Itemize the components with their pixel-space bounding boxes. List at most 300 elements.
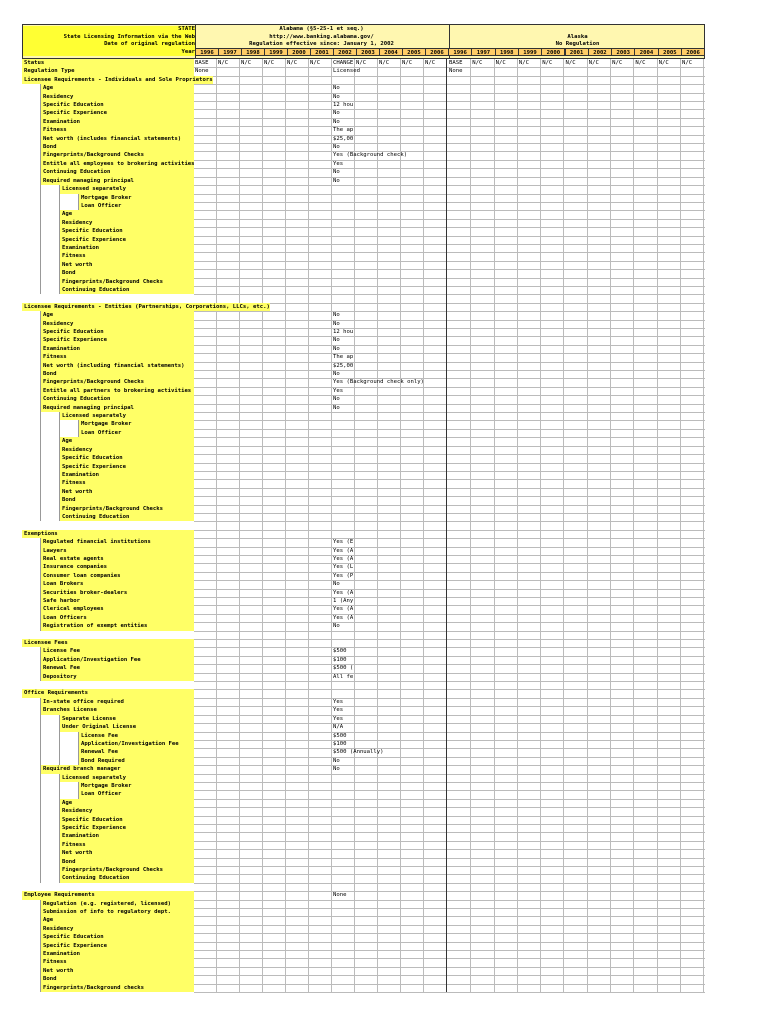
alabama-cell[interactable]: [286, 681, 309, 689]
alabama-cell[interactable]: [401, 437, 424, 445]
alabama-cell[interactable]: [424, 210, 447, 218]
alabama-cell[interactable]: [332, 967, 355, 975]
alabama-cell[interactable]: [355, 925, 378, 933]
alaska-cell[interactable]: [588, 757, 611, 765]
alaska-cell[interactable]: [541, 563, 564, 571]
alaska-cell[interactable]: [588, 656, 611, 664]
alaska-cell[interactable]: [588, 143, 611, 151]
alabama-cell[interactable]: [263, 698, 286, 706]
alabama-cell[interactable]: N/C: [355, 59, 378, 67]
alaska-cell[interactable]: [658, 689, 681, 697]
alaska-cell[interactable]: [588, 824, 611, 832]
alaska-cell[interactable]: [681, 261, 704, 269]
alabama-cell[interactable]: [378, 168, 401, 176]
alabama-cell[interactable]: [378, 790, 401, 798]
alaska-cell[interactable]: [565, 555, 588, 563]
alabama-cell[interactable]: [217, 76, 240, 84]
alabama-cell[interactable]: [217, 244, 240, 252]
alaska-cell[interactable]: [518, 538, 541, 546]
alabama-cell[interactable]: [309, 420, 332, 428]
alaska-cell[interactable]: [611, 858, 634, 866]
alabama-cell[interactable]: [378, 194, 401, 202]
alaska-cell[interactable]: [448, 202, 471, 210]
alaska-cell[interactable]: [634, 93, 657, 101]
alaska-cell[interactable]: [448, 143, 471, 151]
alaska-cell[interactable]: [658, 942, 681, 950]
alaska-cell[interactable]: [495, 513, 518, 521]
alaska-cell[interactable]: [658, 412, 681, 420]
alaska-cell[interactable]: [634, 135, 657, 143]
alabama-cell[interactable]: [401, 841, 424, 849]
alaska-cell[interactable]: [611, 866, 634, 874]
alaska-cell[interactable]: [634, 858, 657, 866]
alaska-cell[interactable]: [658, 530, 681, 538]
alaska-cell[interactable]: [588, 177, 611, 185]
alabama-cell[interactable]: [263, 757, 286, 765]
alaska-cell[interactable]: [471, 647, 494, 655]
alabama-cell[interactable]: [378, 664, 401, 672]
alaska-cell[interactable]: [588, 252, 611, 260]
alabama-cell[interactable]: [355, 900, 378, 908]
alaska-cell[interactable]: [611, 303, 634, 311]
alaska-cell[interactable]: [681, 488, 704, 496]
alabama-cell[interactable]: [424, 261, 447, 269]
alabama-cell[interactable]: [263, 715, 286, 723]
alabama-cell[interactable]: [309, 589, 332, 597]
alabama-cell[interactable]: [194, 378, 217, 386]
alaska-cell[interactable]: [658, 765, 681, 773]
alabama-cell[interactable]: [309, 950, 332, 958]
alabama-cell[interactable]: [263, 874, 286, 882]
alaska-cell[interactable]: [518, 572, 541, 580]
alabama-cell[interactable]: [263, 765, 286, 773]
alabama-cell[interactable]: [355, 782, 378, 790]
alaska-cell[interactable]: [518, 740, 541, 748]
alaska-cell[interactable]: [495, 824, 518, 832]
alaska-cell[interactable]: [611, 849, 634, 857]
alabama-cell[interactable]: [401, 143, 424, 151]
alabama-cell[interactable]: [424, 126, 447, 134]
alabama-cell[interactable]: [217, 261, 240, 269]
alaska-cell[interactable]: [611, 269, 634, 277]
alaska-cell[interactable]: [541, 614, 564, 622]
alaska-cell[interactable]: [611, 883, 634, 891]
alaska-cell[interactable]: [611, 488, 634, 496]
alabama-cell[interactable]: [217, 101, 240, 109]
alaska-cell[interactable]: [471, 858, 494, 866]
alabama-cell[interactable]: [309, 505, 332, 513]
alabama-cell[interactable]: [263, 278, 286, 286]
alaska-cell[interactable]: [634, 866, 657, 874]
alabama-cell[interactable]: [217, 631, 240, 639]
alaska-cell[interactable]: [588, 227, 611, 235]
alaska-cell[interactable]: [565, 395, 588, 403]
alabama-cell[interactable]: Yes (A: [333, 606, 354, 613]
alabama-cell[interactable]: [263, 269, 286, 277]
alaska-cell[interactable]: [518, 118, 541, 126]
alaska-cell[interactable]: [471, 790, 494, 798]
alabama-cell[interactable]: [217, 236, 240, 244]
alabama-cell[interactable]: [286, 67, 309, 75]
alaska-cell[interactable]: [634, 261, 657, 269]
alaska-cell[interactable]: [611, 547, 634, 555]
alabama-cell[interactable]: [378, 656, 401, 664]
alabama-cell[interactable]: [332, 236, 355, 244]
alabama-cell[interactable]: N/C: [309, 59, 332, 67]
alabama-cell[interactable]: [401, 832, 424, 840]
alabama-cell[interactable]: [378, 832, 401, 840]
alabama-cell[interactable]: [263, 118, 286, 126]
alaska-cell[interactable]: [658, 429, 681, 437]
alabama-cell[interactable]: [240, 210, 263, 218]
alabama-cell[interactable]: [355, 345, 378, 353]
alabama-cell[interactable]: [332, 210, 355, 218]
alaska-cell[interactable]: [681, 269, 704, 277]
alabama-cell[interactable]: [194, 832, 217, 840]
alabama-cell[interactable]: [240, 799, 263, 807]
alabama-cell[interactable]: [194, 765, 217, 773]
alabama-cell[interactable]: [355, 429, 378, 437]
alabama-cell[interactable]: [309, 160, 332, 168]
alaska-cell[interactable]: [448, 76, 471, 84]
alaska-cell[interactable]: [541, 740, 564, 748]
alabama-cell[interactable]: [263, 202, 286, 210]
alaska-cell[interactable]: [495, 933, 518, 941]
alabama-cell[interactable]: [286, 597, 309, 605]
alabama-cell[interactable]: [217, 681, 240, 689]
alabama-cell[interactable]: [286, 866, 309, 874]
alaska-cell[interactable]: [541, 589, 564, 597]
alabama-cell[interactable]: [401, 984, 424, 992]
alaska-cell[interactable]: [518, 353, 541, 361]
alaska-cell[interactable]: [471, 370, 494, 378]
alaska-cell[interactable]: [541, 244, 564, 252]
alaska-cell[interactable]: [565, 698, 588, 706]
alabama-cell[interactable]: [424, 925, 447, 933]
alaska-cell[interactable]: [495, 984, 518, 992]
alabama-cell[interactable]: [378, 547, 401, 555]
alaska-cell[interactable]: [471, 429, 494, 437]
alaska-cell[interactable]: [448, 958, 471, 966]
alabama-cell[interactable]: [378, 420, 401, 428]
alabama-cell[interactable]: [240, 454, 263, 462]
alaska-cell[interactable]: [681, 967, 704, 975]
alabama-cell[interactable]: [194, 177, 217, 185]
alabama-cell[interactable]: [240, 420, 263, 428]
alabama-cell[interactable]: Yes (Background check): [333, 152, 408, 159]
alabama-cell[interactable]: [332, 294, 355, 302]
alabama-cell[interactable]: [378, 202, 401, 210]
alabama-cell[interactable]: [240, 109, 263, 117]
alabama-cell[interactable]: [286, 126, 309, 134]
alaska-cell[interactable]: [495, 681, 518, 689]
alaska-cell[interactable]: [611, 227, 634, 235]
alabama-cell[interactable]: [263, 883, 286, 891]
alabama-cell[interactable]: [424, 320, 447, 328]
alabama-cell[interactable]: [286, 589, 309, 597]
alaska-cell[interactable]: [541, 547, 564, 555]
alaska-cell[interactable]: [541, 723, 564, 731]
alaska-cell[interactable]: [471, 765, 494, 773]
alabama-cell[interactable]: [240, 698, 263, 706]
alabama-cell[interactable]: [378, 900, 401, 908]
alabama-cell[interactable]: [355, 681, 378, 689]
alabama-cell[interactable]: [332, 858, 355, 866]
alabama-cell[interactable]: [378, 807, 401, 815]
alabama-cell[interactable]: [424, 589, 447, 597]
alaska-cell[interactable]: [658, 757, 681, 765]
alabama-cell[interactable]: [401, 488, 424, 496]
alaska-cell[interactable]: [518, 589, 541, 597]
alabama-cell[interactable]: [309, 975, 332, 983]
alabama-cell[interactable]: [286, 420, 309, 428]
alaska-cell[interactable]: [681, 664, 704, 672]
alaska-cell[interactable]: [681, 563, 704, 571]
alabama-cell[interactable]: [355, 689, 378, 697]
alaska-cell[interactable]: [681, 715, 704, 723]
alabama-cell[interactable]: [263, 942, 286, 950]
alabama-cell[interactable]: [240, 967, 263, 975]
alaska-cell[interactable]: [471, 118, 494, 126]
alabama-cell[interactable]: [378, 689, 401, 697]
alabama-cell[interactable]: [401, 942, 424, 950]
alaska-cell[interactable]: [565, 622, 588, 630]
alaska-cell[interactable]: [658, 706, 681, 714]
alabama-cell[interactable]: [355, 631, 378, 639]
alabama-cell[interactable]: [286, 151, 309, 159]
alabama-cell[interactable]: No: [332, 404, 355, 412]
alaska-cell[interactable]: [448, 774, 471, 782]
alaska-cell[interactable]: [681, 437, 704, 445]
alabama-cell[interactable]: [263, 387, 286, 395]
alaska-cell[interactable]: [611, 958, 634, 966]
alaska-cell[interactable]: [634, 126, 657, 134]
alabama-cell[interactable]: [355, 479, 378, 487]
alaska-cell[interactable]: [448, 538, 471, 546]
alabama-cell[interactable]: [309, 353, 332, 361]
alabama-cell[interactable]: [286, 967, 309, 975]
alaska-cell[interactable]: [518, 446, 541, 454]
alabama-cell[interactable]: [332, 958, 355, 966]
alaska-cell[interactable]: [658, 286, 681, 294]
alabama-cell[interactable]: [378, 303, 401, 311]
alabama-cell[interactable]: [286, 547, 309, 555]
alaska-cell[interactable]: [611, 597, 634, 605]
alabama-cell[interactable]: [424, 437, 447, 445]
alaska-cell[interactable]: [681, 463, 704, 471]
alabama-cell[interactable]: [424, 420, 447, 428]
alaska-cell[interactable]: [541, 126, 564, 134]
alabama-cell[interactable]: [378, 294, 401, 302]
alaska-cell[interactable]: [495, 765, 518, 773]
alabama-cell[interactable]: [401, 824, 424, 832]
alaska-cell[interactable]: [681, 244, 704, 252]
alabama-cell[interactable]: [263, 647, 286, 655]
alabama-cell[interactable]: [263, 362, 286, 370]
alaska-cell[interactable]: [588, 513, 611, 521]
alaska-cell[interactable]: [541, 715, 564, 723]
alaska-cell[interactable]: [611, 168, 634, 176]
alabama-cell[interactable]: [263, 908, 286, 916]
alaska-cell[interactable]: [588, 194, 611, 202]
alaska-cell[interactable]: [471, 933, 494, 941]
alaska-cell[interactable]: [495, 883, 518, 891]
alabama-cell[interactable]: [355, 849, 378, 857]
alaska-cell[interactable]: [634, 799, 657, 807]
alabama-cell[interactable]: [240, 194, 263, 202]
alabama-cell[interactable]: [240, 236, 263, 244]
alaska-cell[interactable]: [471, 748, 494, 756]
alaska-cell[interactable]: [681, 479, 704, 487]
alabama-cell[interactable]: [240, 858, 263, 866]
alabama-cell[interactable]: [240, 832, 263, 840]
alaska-cell[interactable]: [518, 942, 541, 950]
alabama-cell[interactable]: [217, 589, 240, 597]
alaska-cell[interactable]: [471, 160, 494, 168]
alaska-cell[interactable]: [541, 984, 564, 992]
alabama-cell[interactable]: [217, 227, 240, 235]
alabama-cell[interactable]: [194, 715, 217, 723]
alabama-cell[interactable]: [286, 639, 309, 647]
alaska-cell[interactable]: [541, 891, 564, 899]
alaska-cell[interactable]: [541, 261, 564, 269]
alaska-cell[interactable]: [565, 109, 588, 117]
alabama-cell[interactable]: [240, 790, 263, 798]
alabama-cell[interactable]: [286, 185, 309, 193]
alabama-cell[interactable]: [286, 698, 309, 706]
alabama-cell[interactable]: [424, 252, 447, 260]
alabama-cell[interactable]: [240, 765, 263, 773]
alabama-cell[interactable]: [332, 521, 355, 529]
alabama-cell[interactable]: [286, 294, 309, 302]
alabama-cell[interactable]: [309, 782, 332, 790]
alaska-cell[interactable]: [658, 908, 681, 916]
alaska-cell[interactable]: [471, 93, 494, 101]
alaska-cell[interactable]: [495, 891, 518, 899]
alaska-cell[interactable]: [565, 639, 588, 647]
alaska-cell[interactable]: [495, 261, 518, 269]
alaska-cell[interactable]: [471, 681, 494, 689]
alaska-cell[interactable]: [471, 76, 494, 84]
alaska-cell[interactable]: [448, 681, 471, 689]
alaska-cell[interactable]: [565, 446, 588, 454]
alabama-cell[interactable]: [378, 933, 401, 941]
alabama-cell[interactable]: [424, 530, 447, 538]
alabama-cell[interactable]: [424, 202, 447, 210]
alabama-cell[interactable]: [401, 420, 424, 428]
alaska-cell[interactable]: [541, 790, 564, 798]
alaska-cell[interactable]: [611, 748, 634, 756]
alaska-cell[interactable]: [658, 572, 681, 580]
alabama-cell[interactable]: [378, 395, 401, 403]
alabama-cell[interactable]: [194, 723, 217, 731]
alabama-cell[interactable]: [286, 84, 309, 92]
alabama-cell[interactable]: No: [332, 622, 355, 630]
alaska-cell[interactable]: [565, 765, 588, 773]
alabama-cell[interactable]: [309, 336, 332, 344]
alabama-cell[interactable]: [240, 975, 263, 983]
alabama-cell[interactable]: [332, 303, 355, 311]
alaska-cell[interactable]: [634, 488, 657, 496]
alabama-cell[interactable]: Yes: [332, 715, 355, 723]
alaska-cell[interactable]: [681, 454, 704, 462]
alaska-cell[interactable]: [681, 774, 704, 782]
alabama-cell[interactable]: [194, 858, 217, 866]
alaska-cell[interactable]: [495, 126, 518, 134]
alabama-cell[interactable]: [217, 93, 240, 101]
alaska-cell[interactable]: [448, 479, 471, 487]
alabama-cell[interactable]: [401, 715, 424, 723]
alaska-cell[interactable]: [681, 748, 704, 756]
alabama-cell[interactable]: [263, 160, 286, 168]
alaska-cell[interactable]: [518, 505, 541, 513]
alaska-cell[interactable]: [658, 841, 681, 849]
alabama-cell[interactable]: [401, 572, 424, 580]
alaska-cell[interactable]: N/C: [495, 59, 518, 67]
alabama-cell[interactable]: [217, 782, 240, 790]
alabama-cell[interactable]: [332, 420, 355, 428]
alaska-cell[interactable]: [681, 513, 704, 521]
alaska-cell[interactable]: [658, 387, 681, 395]
alaska-cell[interactable]: [588, 622, 611, 630]
alabama-cell[interactable]: No: [332, 395, 355, 403]
alabama-cell[interactable]: [401, 412, 424, 420]
alaska-cell[interactable]: [541, 597, 564, 605]
alabama-cell[interactable]: [240, 463, 263, 471]
alabama-cell[interactable]: [217, 353, 240, 361]
alabama-cell[interactable]: [378, 412, 401, 420]
alaska-cell[interactable]: [588, 420, 611, 428]
alaska-cell[interactable]: [634, 790, 657, 798]
alaska-cell[interactable]: [541, 328, 564, 336]
alaska-cell[interactable]: [658, 723, 681, 731]
alabama-cell[interactable]: [332, 908, 355, 916]
alaska-cell[interactable]: [448, 933, 471, 941]
alaska-cell[interactable]: [495, 832, 518, 840]
alabama-cell[interactable]: [378, 160, 401, 168]
alabama-cell[interactable]: [217, 614, 240, 622]
alaska-cell[interactable]: [588, 286, 611, 294]
alaska-cell[interactable]: [588, 320, 611, 328]
alaska-cell[interactable]: [565, 563, 588, 571]
alaska-cell[interactable]: [611, 84, 634, 92]
alabama-cell[interactable]: [217, 723, 240, 731]
alabama-cell[interactable]: [401, 479, 424, 487]
alaska-cell[interactable]: [634, 278, 657, 286]
alaska-cell[interactable]: [681, 740, 704, 748]
alabama-cell[interactable]: [378, 916, 401, 924]
alaska-cell[interactable]: [518, 530, 541, 538]
alaska-cell[interactable]: [541, 622, 564, 630]
alabama-cell[interactable]: [217, 269, 240, 277]
alabama-cell[interactable]: [401, 429, 424, 437]
alaska-cell[interactable]: [565, 547, 588, 555]
alaska-cell[interactable]: [681, 151, 704, 159]
alabama-cell[interactable]: [378, 479, 401, 487]
alabama-cell[interactable]: [355, 412, 378, 420]
alaska-cell[interactable]: [565, 67, 588, 75]
alabama-cell[interactable]: [286, 219, 309, 227]
alaska-cell[interactable]: [565, 891, 588, 899]
alabama-cell[interactable]: [309, 580, 332, 588]
alaska-cell[interactable]: [518, 479, 541, 487]
alaska-cell[interactable]: [588, 933, 611, 941]
alabama-cell[interactable]: [194, 563, 217, 571]
alabama-cell[interactable]: $500: [332, 732, 355, 740]
alabama-cell[interactable]: [378, 463, 401, 471]
alabama-cell[interactable]: [309, 67, 332, 75]
alaska-cell[interactable]: [611, 261, 634, 269]
